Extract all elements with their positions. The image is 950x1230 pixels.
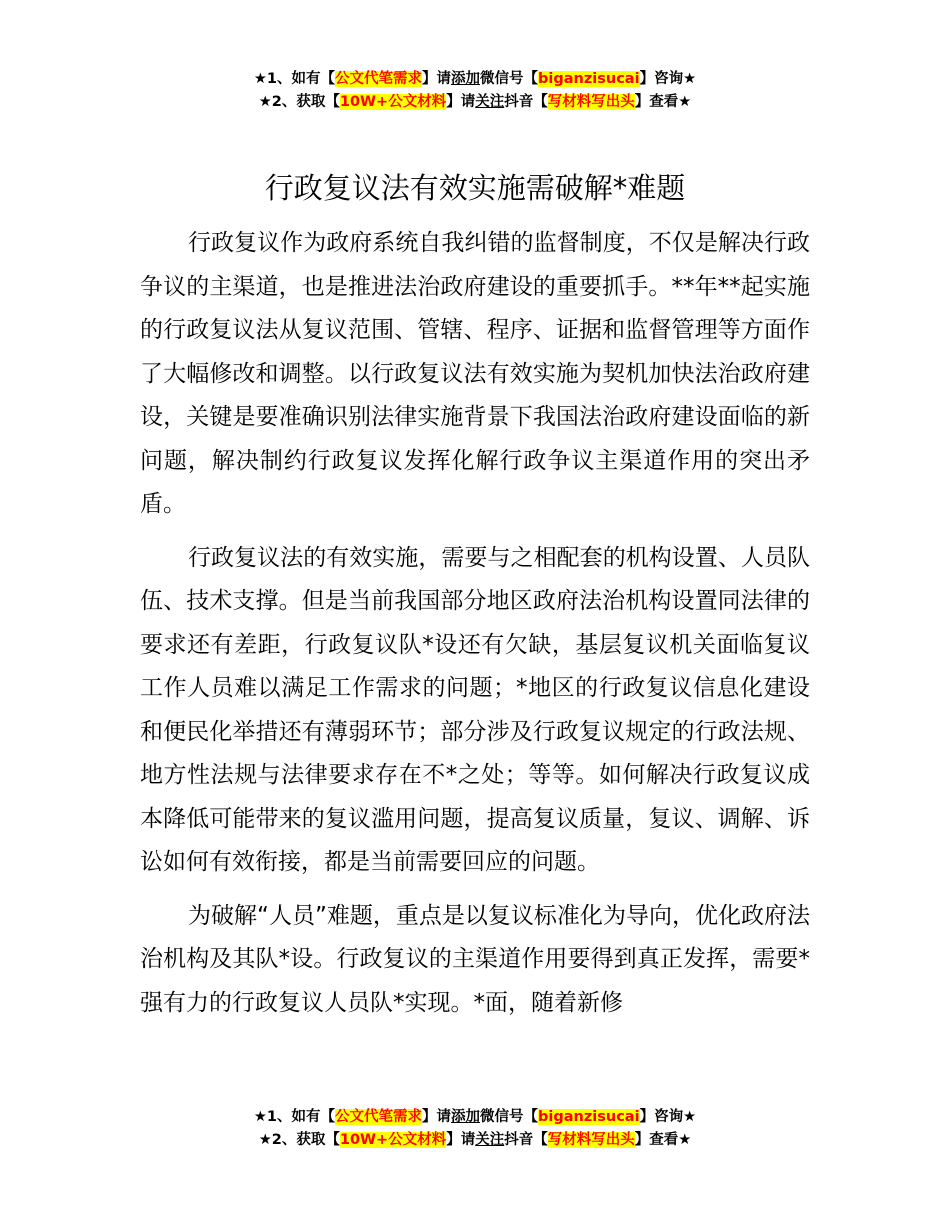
body-paragraph-1: 行政复议作为政府系统自我纠错的监督制度，不仅是解决行政争议的主渠道，也是推进法治政府建设的重要抓手。**年**起实施的行政复议法从复议范围、管辖、程序、证据和监督管理等方面作了大幅修改和调整。以行政复议法有效实施为契机加快法治政府建设，关键是要准确识别法律实施背景下我国法治政府建设面临的新问题，解决制约行政复议发挥化解行政争议主渠道作用的突出矛盾。 <box>140 230 811 517</box>
body-paragraph-3: 为破解“人员”难题，重点是以复议标准化为导向，优化政府法治机构及其队*设。行政复议的主渠道作用要得到真正发挥，需要*强有力的行政复议人员队*实现。*面，随着新修 <box>140 902 810 1016</box>
promo-line-2-text-c: 抖音【 <box>504 94 548 110</box>
promo-line-1-text-b: 】请 <box>422 71 452 87</box>
footer-line-1-highlight-service: 公文代笔需求 <box>335 1109 423 1125</box>
footer-line-1-highlight-wechat: biganzisucai <box>538 1109 640 1125</box>
promo-line-2-highlight-materials: 10W+公文材料 <box>339 94 447 110</box>
footer-line-2-text-a: ★2、获取【 <box>258 1132 340 1148</box>
header-promo-banner <box>0 68 950 114</box>
footer-line-2-underlined: 关注 <box>475 1132 505 1148</box>
promo-line-2-text-a: ★2、获取【 <box>258 94 340 110</box>
footer-line-1-text-d: 】咨询★ <box>639 1109 697 1125</box>
footer-line-1-text-c: 微信号【 <box>480 1109 539 1125</box>
footer-promo-line-2 <box>0 1129 950 1152</box>
promo-line-1-highlight-service: 公文代笔需求 <box>335 71 423 87</box>
promo-line-1-text-a: ★1、如有【 <box>253 71 336 87</box>
footer-line-2-highlight-materials: 10W+公文材料 <box>339 1132 447 1148</box>
footer-line-1-text-b: 】请 <box>422 1109 452 1125</box>
promo-line-1 <box>0 68 950 91</box>
footer-line-1-text-a: ★1、如有【 <box>253 1109 336 1125</box>
promo-line-1-text-c: 微信号【 <box>480 71 539 87</box>
footer-line-2-text-d: 】查看★ <box>634 1132 692 1148</box>
footer-promo-banner <box>0 1106 950 1152</box>
promo-line-1-highlight-wechat: biganzisucai <box>538 71 640 87</box>
footer-line-2-text-c: 抖音【 <box>504 1132 548 1148</box>
footer-line-2-text-b: 】请 <box>446 1132 476 1148</box>
document-body <box>140 222 810 1035</box>
footer-line-1-underlined: 添加 <box>451 1109 481 1125</box>
promo-line-2-text-b: 】请 <box>446 94 476 110</box>
footer-line-2-highlight-douyin: 写材料写出头 <box>547 1132 635 1148</box>
body-paragraph-2: 行政复议法的有效实施，需要与之相配套的机构设置、人员队伍、技术支撑。但是当前我国部分地区政府法治机构设置同法律的要求还有差距，行政复议队*设还有欠缺，基层复议机关面临复议工作人员难以满足工作需求的问题；*地区的行政复议信息化建设和便民化举措还有薄弱环节；部分涉及行政复议规定的行政法规、地方性法规与法律要求存在不*之处；等等。如何解决行政复议成本降低可能带来的复议滥用问题，提高复议质量，复议、调解、诉讼如何有效衔接，都是当前需要回应的问题。 <box>140 544 810 875</box>
promo-line-2-highlight-douyin: 写材料写出头 <box>547 94 635 110</box>
footer-promo-line-1 <box>0 1106 950 1129</box>
promo-line-2-text-d: 】查看★ <box>634 94 692 110</box>
promo-line-1-text-d: 】咨询★ <box>639 71 697 87</box>
promo-line-1-underlined: 添加 <box>451 71 481 87</box>
document-title: 行政复议法有效实施需破解*难题 <box>264 171 686 205</box>
promo-line-2 <box>0 91 950 114</box>
promo-line-2-underlined: 关注 <box>475 94 505 110</box>
